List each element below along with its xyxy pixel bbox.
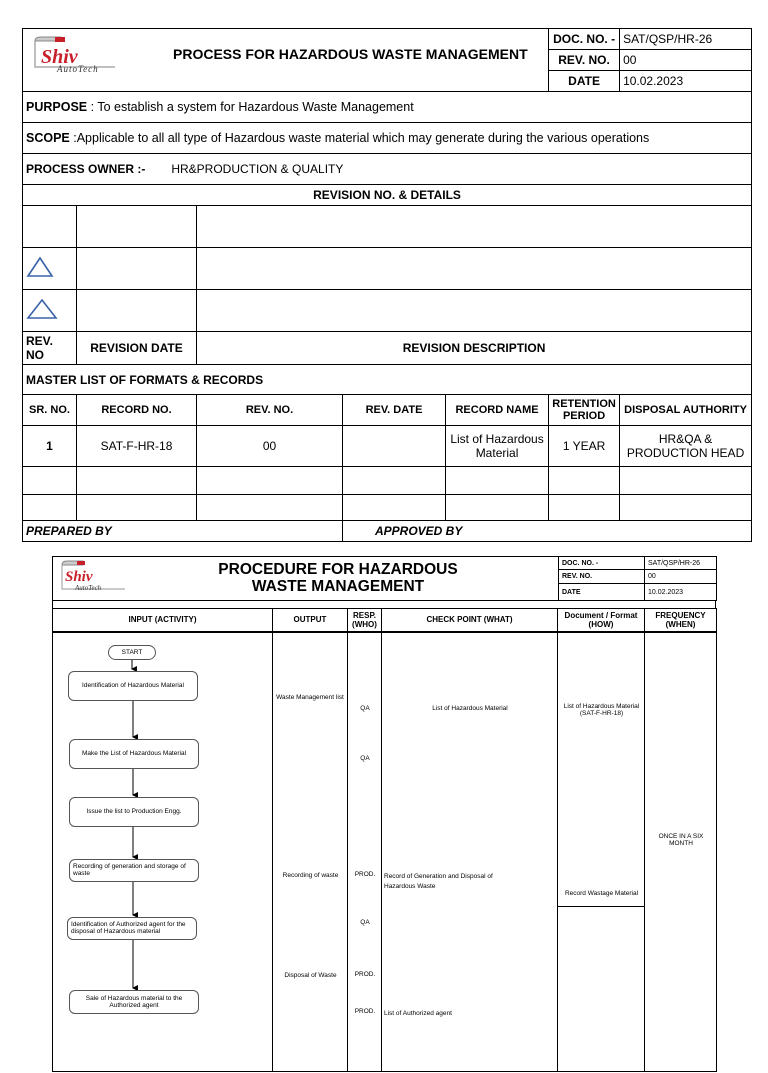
logo-sub: AutoTech [57,64,99,74]
process-table [22,28,752,542]
cell-rev-date [343,426,446,467]
logo-name: Shiv [41,46,78,68]
rev-date-cell [77,290,197,332]
owner-value: HR&PRODUCTION & QUALITY [171,162,344,176]
rev-cell [23,248,77,290]
doc-no-label: DOC. NO. - [559,557,645,570]
frequency-value: ONCE IN A SIX MONTH [658,832,704,847]
prepared-by: PREPARED BY [23,521,343,542]
output-item: Recording of waste [282,871,339,879]
rev-cell [23,290,77,332]
rev-no-value: 00 [620,50,752,71]
resp-item: QA [360,754,370,762]
approved-by: APPROVED BY [343,521,752,542]
col-retention: RETENTION PERIOD [549,395,620,426]
revision-triangle-icon [26,256,54,278]
flow-step: Sale of Hazardous material to the Authorized agent [69,990,199,1014]
cell-record-no: SAT-F-HR-18 [77,426,197,467]
doc-divider [558,906,645,907]
logo-name: Shiv [65,569,93,585]
rev-no-value: 00 [645,570,717,584]
sheet1-header [23,29,549,92]
rev-date-cell [77,248,197,290]
procedure-header-table [52,556,717,601]
output-cell [273,632,348,1072]
rev-no-col: REV. NO [23,332,77,365]
revision-header: REVISION NO. & DETAILS [23,185,752,206]
company-logo [31,35,121,76]
revision-triangle-icon [26,298,58,320]
sheet2-header [53,557,559,601]
owner-label: PROCESS OWNER :- [26,162,146,176]
flow-step: Recording of generation and storage of waste [69,859,199,882]
resp-item: QA [360,918,370,926]
resp-cell [348,632,382,1072]
rev-no-label: REV. NO. [549,50,620,71]
cell-sr-no: 1 [23,426,77,467]
col-freq: FREQUENCY (WHEN) [645,609,717,632]
resp-item: PROD. [354,970,376,978]
rev-cell [23,206,77,248]
procedure-sheet [52,556,716,1072]
doc-item: List of Hazardous Material (SAT-F-HR-18) [563,702,640,717]
check-cell [382,632,558,1072]
flowchart-cell [53,632,273,1072]
check-item: List of Hazardous Material [432,704,508,712]
purpose-text: : To establish a system for Hazardous Waste Management [87,100,414,114]
col-doc: Document / Format (HOW) [558,609,645,632]
rev-no-label: REV. NO. [559,570,645,584]
header-gap [52,601,716,608]
doc-no-label: DOC. NO. - [549,29,620,50]
resp-item: QA [360,704,370,712]
table-row [23,467,752,495]
col-record-no: RECORD NO. [77,395,197,426]
col-rev-date: REV. DATE [343,395,446,426]
rev-desc-col: REVISION DESCRIPTION [197,332,752,365]
table-row [23,495,752,521]
cell-disposal: HR&QA & PRODUCTION HEAD [620,426,752,467]
rev-desc-cell [197,290,752,332]
rev-date-col: REVISION DATE [77,332,197,365]
date-value: 10.02.2023 [620,71,752,92]
flow-step: Identification of Authorized agent for the disposal of Hazardous material [67,917,197,940]
col-check: CHECK POINT (WHAT) [382,609,558,632]
table-row [23,426,752,467]
resp-item: PROD. [354,870,376,878]
title-line-1: PROCEDURE FOR HAZARDOUS [218,561,458,578]
flow-step: Make the List of Hazardous Material [69,739,199,769]
scope-label: SCOPE [26,131,70,145]
col-resp: RESP. (WHO) [348,609,382,632]
procedure-title [203,561,473,595]
title-line-2: WASTE MANAGEMENT [251,578,425,595]
master-list-label: MASTER LIST OF FORMATS & RECORDS [23,365,752,395]
date-label: DATE [559,584,645,601]
flow-start: START [108,645,156,660]
date-label: DATE [549,71,620,92]
col-sr-no: SR. NO. [23,395,77,426]
page-title: PROCESS FOR HAZARDOUS WASTE MANAGEMENT [173,46,528,62]
cell-retention: 1 YEAR [549,426,620,467]
cell-rev-no: 00 [197,426,343,467]
doc-cell [558,632,645,1072]
check-item: Record of Generation and Disposal of Hazardous Waste [384,872,493,890]
doc-item: Record Wastage Material [564,889,639,897]
purpose-label: PURPOSE [26,100,88,114]
company-logo [59,559,129,597]
freq-cell [645,632,717,1072]
flow-step: Identification of Hazardous Material [68,671,198,701]
flow-step: Issue the list to Production Engg. [69,797,199,827]
col-output: OUTPUT [273,609,348,632]
purpose-row [23,92,752,123]
col-rev-no: REV. NO. [197,395,343,426]
scope-row [23,123,752,154]
date-value: 10.02.2023 [645,584,717,601]
scope-text: :Applicable to all all type of Hazardous waste material which may generate during the various operations [69,131,650,145]
procedure-table [52,608,717,1072]
cell-record-name: List of Hazardous Material [446,426,549,467]
master-header-row [23,395,752,426]
process-sheet [22,28,751,542]
output-item: Disposal of Waste [284,971,337,979]
col-disposal: DISPOSAL AUTHORITY [620,395,752,426]
output-item: Waste Management list [276,693,344,701]
logo-sub: AutoTech [75,584,102,592]
owner-row [23,154,752,185]
rev-date-cell [77,206,197,248]
rev-desc-cell [197,206,752,248]
doc-no-value: SAT/QSP/HR-26 [645,557,717,570]
rev-desc-cell [197,248,752,290]
col-record-name: RECORD NAME [446,395,549,426]
resp-item: PROD. [354,1007,376,1015]
check-item: List of Authorized agent [384,1009,452,1017]
doc-no-value: SAT/QSP/HR-26 [620,29,752,50]
col-input: INPUT (ACTIVITY) [53,609,273,632]
